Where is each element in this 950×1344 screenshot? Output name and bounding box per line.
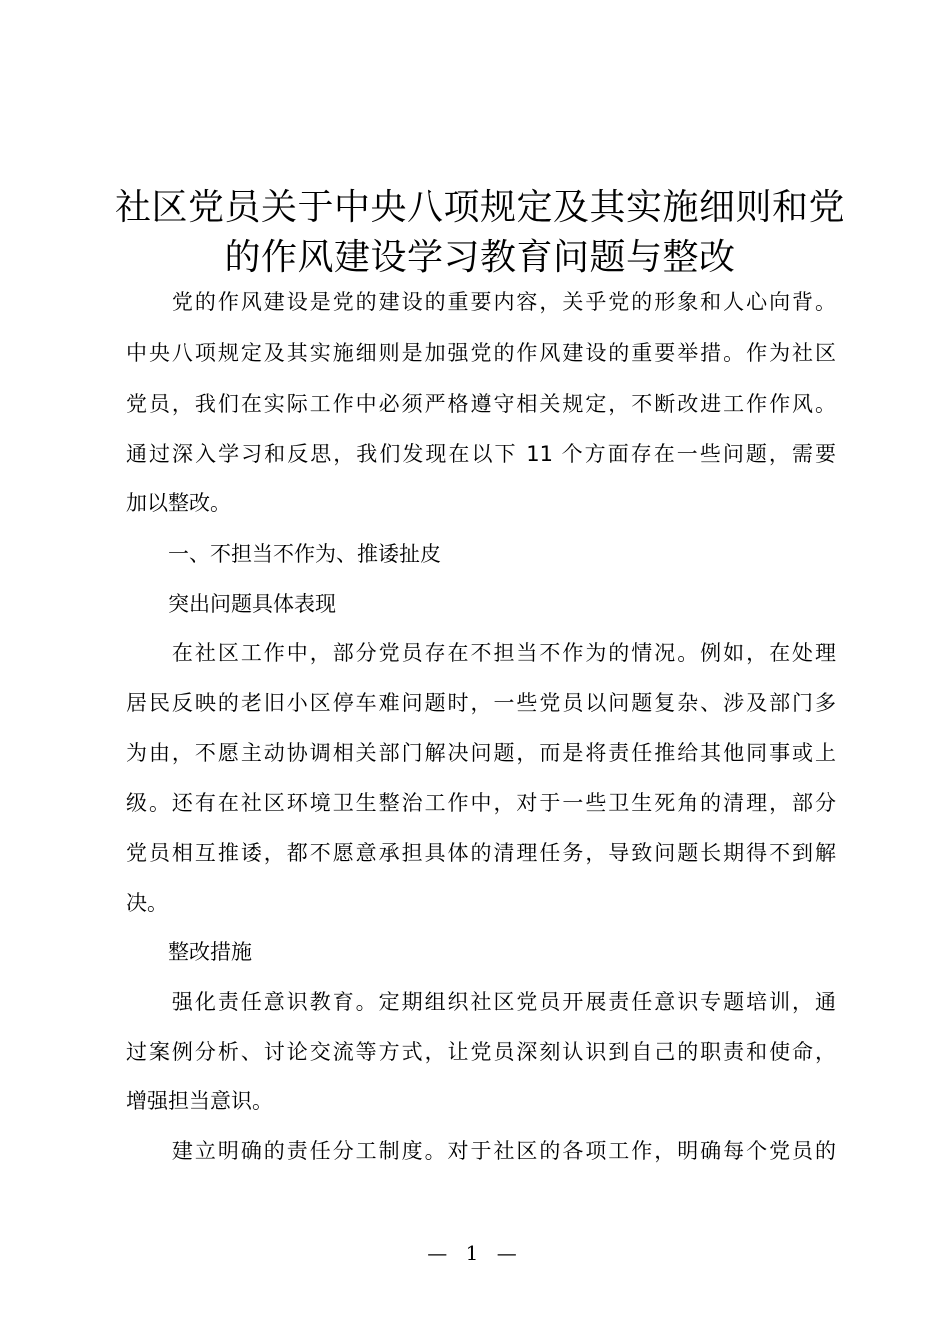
text-line: 通过深入学习和反思，我们发现在以下 11 个方面存在一些问题，需要 [126,442,836,466]
text-line: 建立明确的责任分工制度。对于社区的各项工作，明确每个党员的 [126,1139,836,1163]
text-line: 决。 [126,891,168,915]
text-line: 强化责任意识教育。定期组织社区党员开展责任意识专题培训，通 [126,990,836,1014]
text-line: 中央八项规定及其实施细则是加强党的作风建设的重要举措。作为社区 [126,341,836,365]
subsection-heading: 整改措施 [126,940,252,964]
text-line: 党员相互推诿，都不愿意承担具体的清理任务，导致问题长期得不到解 [126,841,836,865]
text-line: 在社区工作中，部分党员存在不担当不作为的情况。例如，在处理 [126,641,836,665]
section-heading: 一、不担当不作为、推诿扯皮 [126,542,441,566]
text-line: 加以整改。 [126,491,231,515]
text-line: 过案例分析、讨论交流等方式，让党员深刻认识到自己的职责和使命， [126,1040,836,1064]
subsection-heading: 突出问题具体表现 [126,592,336,616]
page-number: — 1 — [427,1241,523,1265]
text-line: 党的作风建设是党的建设的重要内容，关乎党的形象和人心向背。 [126,290,836,314]
text-line: 增强担当意识。 [126,1089,273,1113]
text-line: 为由，不愿主动协调相关部门解决问题，而是将责任推给其他同事或上 [126,741,836,765]
text-line: 党员，我们在实际工作中必须严格遵守相关规定，不断改进工作作风。 [126,392,836,416]
page-title-line-2: 的作风建设学习教育问题与整改 [224,237,736,278]
text-line: 居民反映的老旧小区停车难问题时，一些党员以问题复杂、涉及部门多 [126,691,836,715]
page-title-line-1: 社区党员关于中央八项规定及其实施细则和党 [114,187,845,228]
text-line: 级。还有在社区环境卫生整治工作中，对于一些卫生死角的清理，部分 [126,791,836,815]
